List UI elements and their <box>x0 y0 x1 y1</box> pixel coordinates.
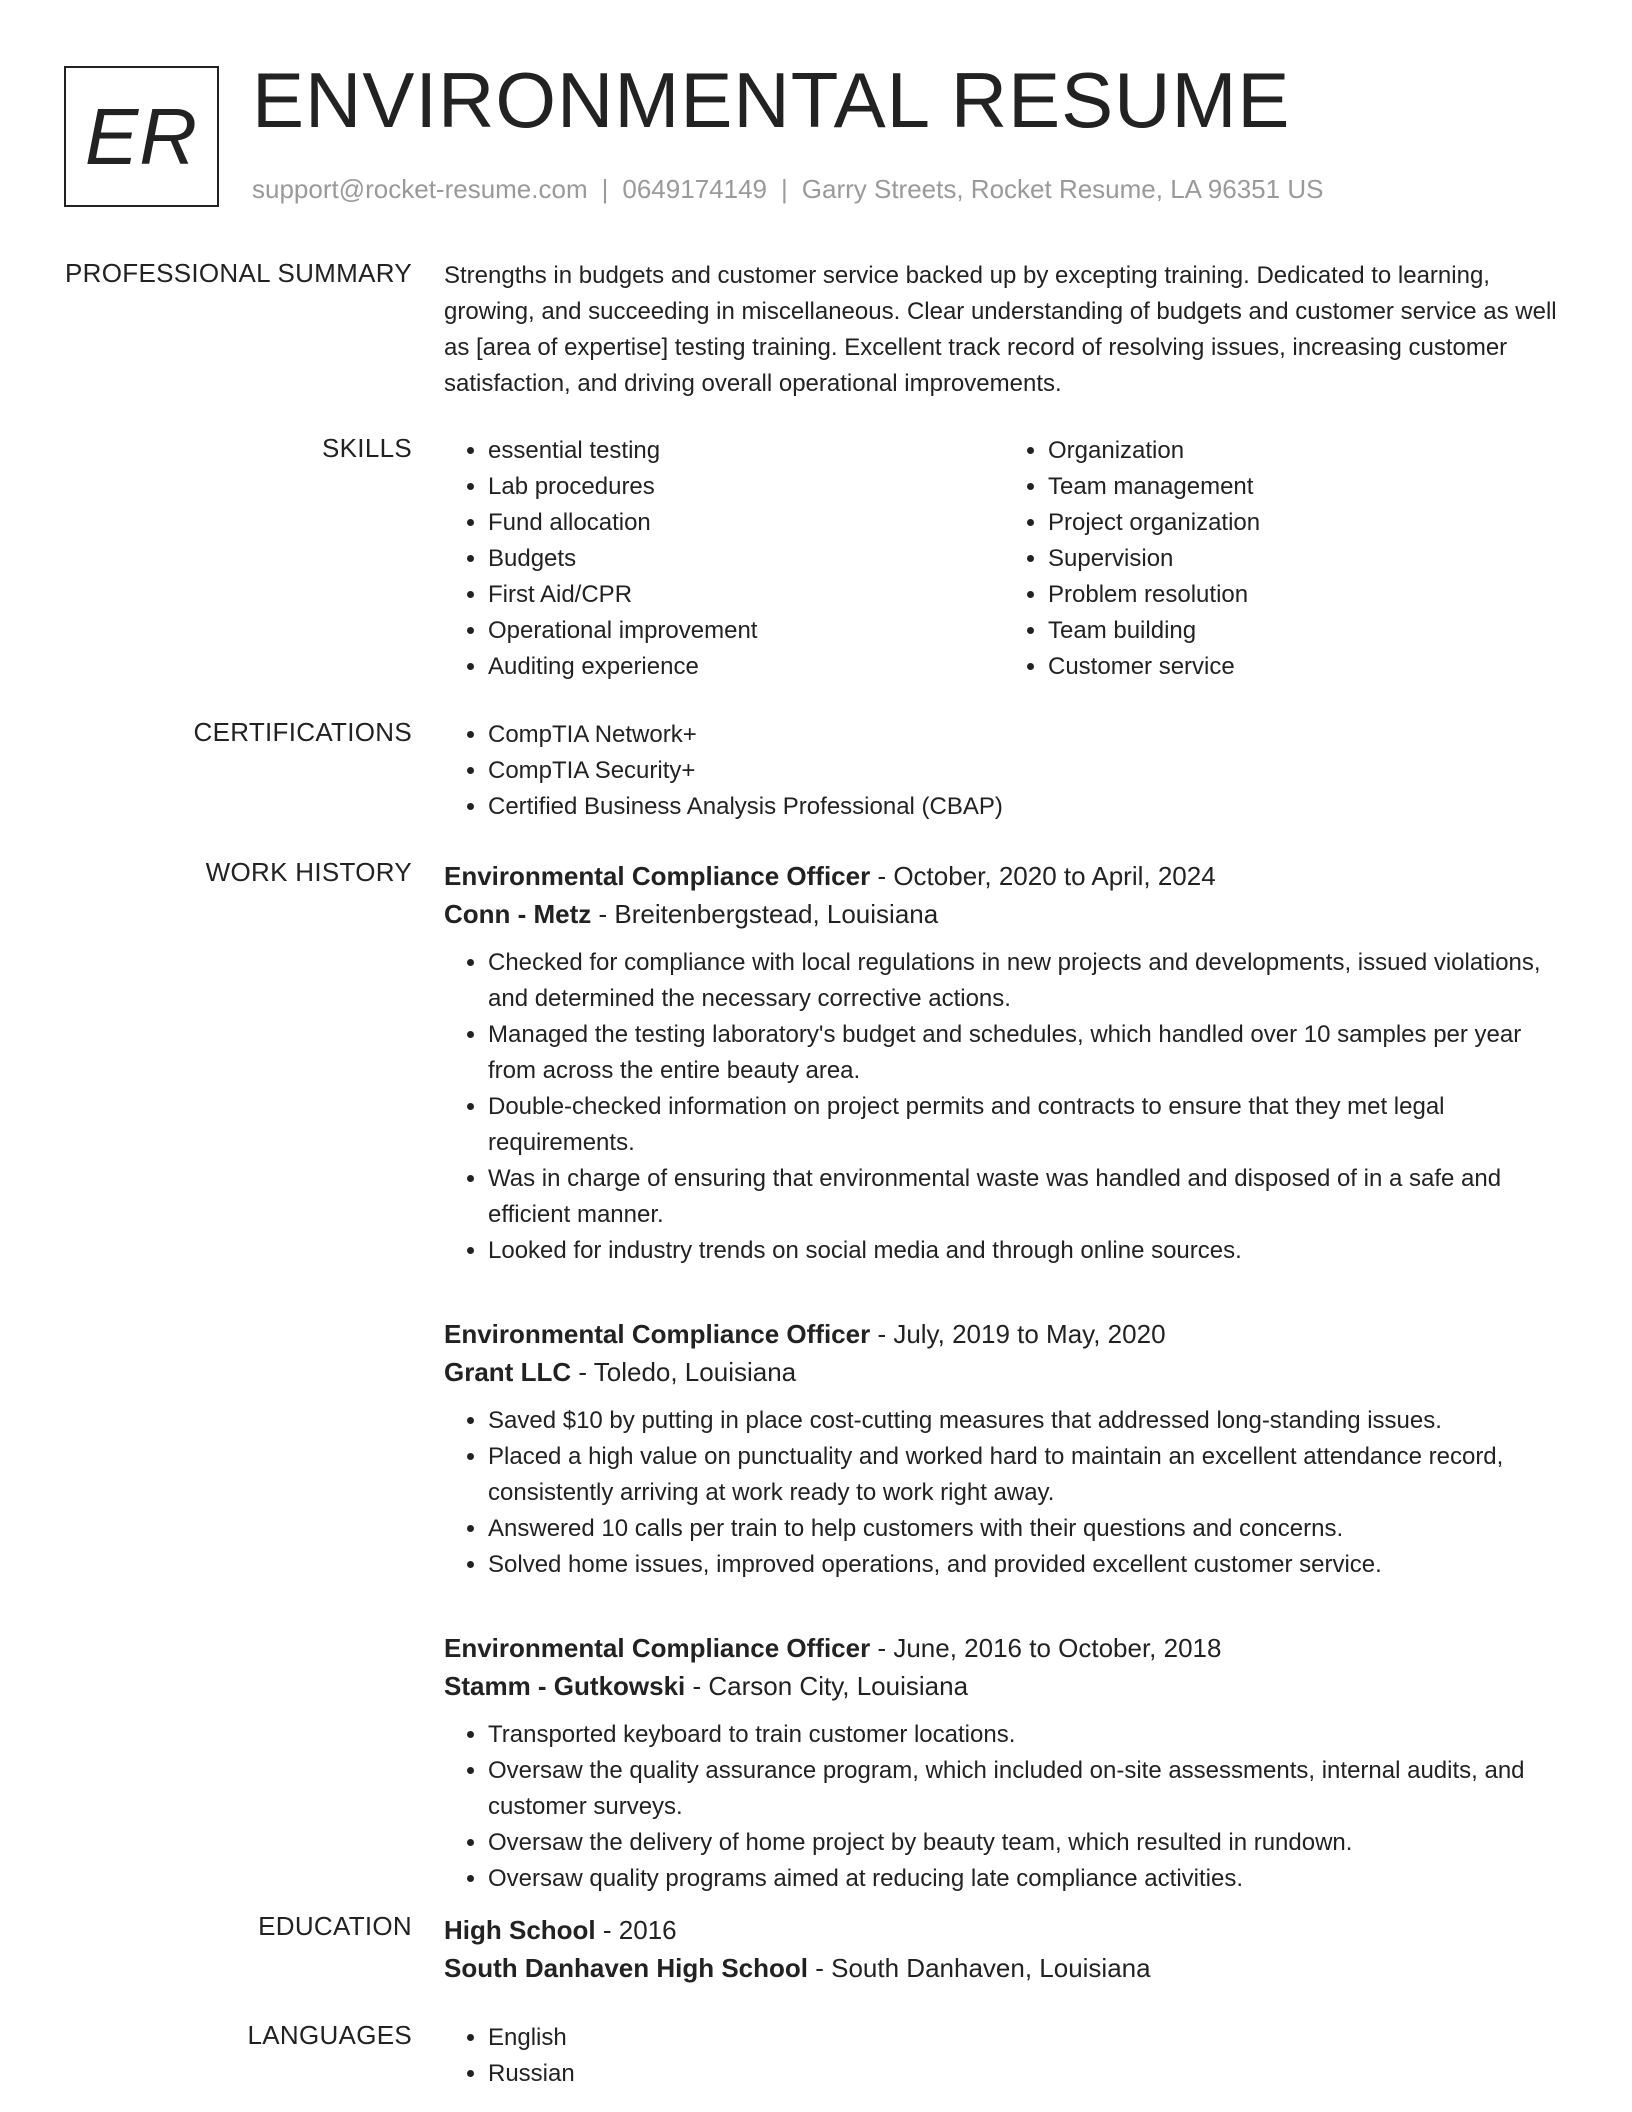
section-title: LANGUAGES <box>247 2020 412 2050</box>
contact-separator: | <box>601 174 609 204</box>
contact-email: support@rocket-resume.com <box>252 174 588 204</box>
job-duties-list <box>444 1717 1564 1897</box>
job-dates: - June, 2016 to October, 2018 <box>870 1633 1222 1663</box>
education-school: South Danhaven High School <box>444 1953 809 1983</box>
job-entry <box>444 1629 1564 1897</box>
list-item: • Organization <box>1048 433 1564 469</box>
section-body <box>444 1911 1564 1999</box>
job-company-line <box>444 1667 1564 1705</box>
summary-text: Strengths in budgets and customer service backed up by excepting training. Dedicated to learning, growing, and succeeding in miscellaneous. Clear understanding of budgets and customer service as well as [area of expertise] testing training. Excellent track record of resolving issues, increasing customer satisfaction, and driving overall operational improvements. <box>444 262 1557 397</box>
job-role: Environmental Compliance Officer <box>444 1319 871 1349</box>
section-title: EDUCATION <box>258 1911 412 1941</box>
contact-address: Garry Streets, Rocket Resume, LA 96351 US <box>801 174 1324 204</box>
list-item: • Double-checked information on project permits and contracts to ensure that they met legal requirements. <box>488 1089 1564 1161</box>
education-location: - South Danhaven, Louisiana <box>808 1953 1151 1983</box>
list-item: • Oversaw the quality assurance program, which included on-site assessments, internal audits, and customer surveys. <box>488 1753 1564 1825</box>
languages-list <box>444 2020 1564 2092</box>
list-item: • Problem resolution <box>1048 577 1564 613</box>
job-dates: - October, 2020 to April, 2024 <box>870 861 1216 891</box>
list-item: • Placed a high value on punctuality and worked hard to maintain an excellent attendance record, consistently arriving at work ready to work right away. <box>488 1439 1564 1511</box>
job-duties-list <box>444 1403 1564 1583</box>
list-item: • Russian <box>488 2056 1564 2092</box>
list-item: • Team management <box>1048 469 1564 505</box>
education-year: - 2016 <box>595 1915 677 1945</box>
list-item: • Answered 10 calls per train to help customers with their questions and concerns. <box>488 1511 1564 1547</box>
list-item: • Budgets <box>488 541 1004 577</box>
list-item: • Oversaw quality programs aimed at reducing late compliance activities. <box>488 1861 1564 1897</box>
job-duties-list <box>444 945 1564 1269</box>
list-item: • essential testing <box>488 433 1004 469</box>
monogram-badge: ER <box>64 66 219 207</box>
job-title-line <box>444 1629 1564 1667</box>
list-item: • CompTIA Security+ <box>488 753 1564 789</box>
list-item: • CompTIA Network+ <box>488 717 1564 753</box>
education-degree: High School <box>444 1915 596 1945</box>
job-location: - Carson City, Louisiana <box>685 1671 969 1701</box>
job-title-line <box>444 857 1564 895</box>
list-item: • Oversaw the delivery of home project by beauty team, which resulted in rundown. <box>488 1825 1564 1861</box>
list-item: • Project organization <box>1048 505 1564 541</box>
list-item: • Operational improvement <box>488 613 1004 649</box>
contact-separator: | <box>781 174 788 204</box>
list-item: • Solved home issues, improved operations, and provided excellent customer service. <box>488 1547 1564 1583</box>
contact-phone: 0649174149 <box>622 174 767 204</box>
job-company: Stamm - Gutkowski <box>444 1671 686 1701</box>
section-title: CERTIFICATIONS <box>193 717 412 747</box>
section-body <box>444 2020 1564 2092</box>
job-role: Environmental Compliance Officer <box>444 1633 871 1663</box>
job-company: Conn - Metz <box>444 899 592 929</box>
list-item: • Supervision <box>1048 541 1564 577</box>
contact-line <box>252 174 1323 205</box>
list-item: • Was in charge of ensuring that environmental waste was handled and disposed of in a safe and efficient manner. <box>488 1161 1564 1233</box>
list-item: • Checked for compliance with local regulations in new projects and developments, issued violations, and determined the necessary corrective actions. <box>488 945 1564 1017</box>
job-entry <box>444 857 1564 1269</box>
education-degree-line <box>444 1911 1564 1949</box>
job-entry <box>444 1315 1564 1583</box>
section-title: PROFESSIONAL SUMMARY <box>65 258 412 288</box>
job-title-line <box>444 1315 1564 1353</box>
job-role: Environmental Compliance Officer <box>444 861 871 891</box>
list-item: • English <box>488 2020 1564 2056</box>
list-item: • Fund allocation <box>488 505 1004 541</box>
resume-name: ENVIRONMENTAL RESUME <box>252 56 1291 144</box>
job-location: - Toledo, Louisiana <box>571 1357 797 1387</box>
section-body <box>444 857 1564 1897</box>
list-item: • Customer service <box>1048 649 1564 685</box>
list-item: • Certified Business Analysis Professional (CBAP) <box>488 789 1564 825</box>
skills-columns <box>444 433 1564 685</box>
section-body <box>444 258 1564 402</box>
list-item: • Saved $10 by putting in place cost-cutting measures that addressed long-standing issues. <box>488 1403 1564 1439</box>
skills-list-left <box>444 433 1004 685</box>
list-item: • First Aid/CPR <box>488 577 1004 613</box>
job-company-line <box>444 1353 1564 1391</box>
job-location: - Breitenbergstead, Louisiana <box>591 899 939 929</box>
job-dates: - July, 2019 to May, 2020 <box>870 1319 1166 1349</box>
job-company-line <box>444 895 1564 933</box>
list-item: • Lab procedures <box>488 469 1004 505</box>
section-body <box>444 433 1564 685</box>
section-body <box>444 717 1564 825</box>
list-item: • Team building <box>1048 613 1564 649</box>
education-school-line <box>444 1949 1564 1987</box>
list-item: • Transported keyboard to train customer locations. <box>488 1717 1564 1753</box>
job-company: Grant LLC <box>444 1357 572 1387</box>
list-item: • Managed the testing laboratory's budget and schedules, which handled over 10 samples per year from across the entire beauty area. <box>488 1017 1564 1089</box>
list-item: • Auditing experience <box>488 649 1004 685</box>
certifications-list <box>444 717 1564 825</box>
list-item: • Looked for industry trends on social media and through online sources. <box>488 1233 1564 1269</box>
section-title: SKILLS <box>322 433 412 463</box>
section-title: WORK HISTORY <box>205 857 412 887</box>
skills-list-right <box>1004 433 1564 685</box>
